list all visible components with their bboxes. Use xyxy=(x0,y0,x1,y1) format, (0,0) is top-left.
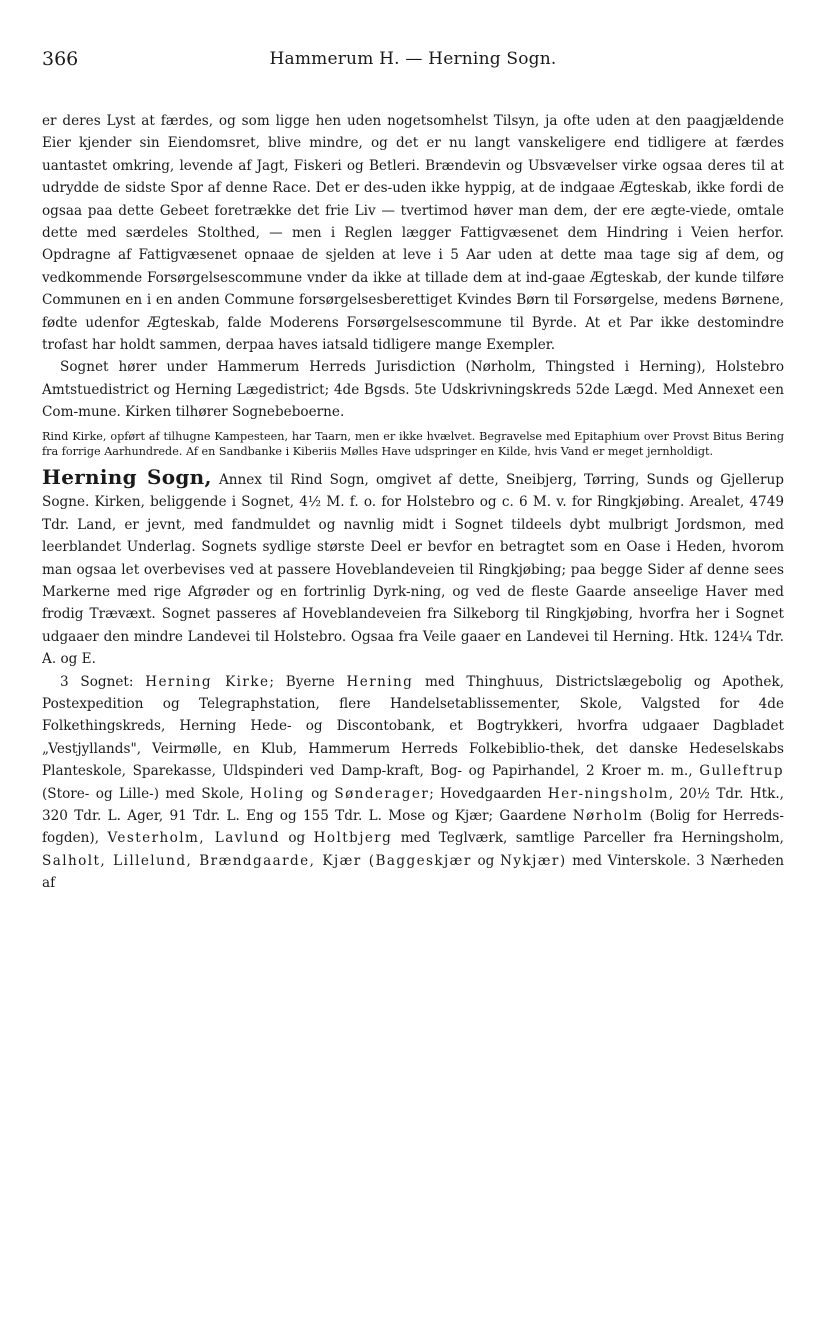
paragraph-settlements xyxy=(42,671,784,895)
place-name: Gulleftrup xyxy=(699,763,784,780)
text-segment: ; Hovedgaarden xyxy=(429,785,548,802)
page-number: 366 xyxy=(42,48,79,70)
text-segment: og xyxy=(304,785,335,802)
text-segment: med Teglværk, samtlige Parceller fra Herningsholm, xyxy=(392,830,784,847)
place-name: Salholt, Lillelund, Brændgaarde, Kjær (Baggeskjær xyxy=(42,852,472,869)
text-segment: , 20½ Tdr. Htk., 320 Tdr. L. Ager, 91 Tdr. L. Eng og 155 Tdr. L. Mose og Kjær; Gaardene xyxy=(42,785,784,824)
text-segment: og xyxy=(279,830,314,847)
text-segment: og xyxy=(471,852,501,869)
place-name: Herning xyxy=(346,673,414,690)
paragraph-gypsies-conclusion: er deres Lyst at færdes, og som ligge hen uden nogetsomhelst Tilsyn, ja ofte uden at den paagjældende Eier kjender sin Eiendomsret, blive mindre, og det er nu langt vanskeligere end tidligere at færdes uantastet omkring, levende af Jagt, Fiskeri og Betleri. Brændevin og Ubsvævelser virke ogsaa deres til at udrydde de sidste Spor af denne Race. Det er des-uden ikke hyppig, at de indgaae Ægteskab, ikke fordi de ogsaa paa dette Gebeet foretrække det frie Liv — tvertimod høver man dem, der ere ægte-viede, omtale dette med særdeles Stolthed, — men i Reglen lægger Fattigvæsenet dem Hindring i Veien herfor. Opdragne af Fattigvæsenet opnaae de sjelden at leve i 5 Aar uden at dette maa tage sig af dem, og vedkommende Forsørgelsescommune vnder da ikke at tillade dem at ind-gaae Ægteskab, der kunde tilføre Communen en i en anden Commune forsørgelsesberettiget Kvindes Børn til Forsørgelse, medens Børnene, fødte udenfor Ægteskab, falde Moderens Forsørgelsescommune til Byrde. At et Par ikke destomindre trofast har holdt sammen, derpaa haves iatsald tidligere mange Exempler. xyxy=(42,113,784,354)
paragraph-herning-sogn xyxy=(42,466,784,671)
place-name: Nykjær) xyxy=(500,852,567,869)
place-name: Her-ningsholm xyxy=(547,785,669,802)
text-segment: med Vinterskole. 3 Nærheden af xyxy=(42,852,784,892)
book-page xyxy=(42,44,784,1294)
place-name: Sønderager xyxy=(334,785,430,802)
entry-title: Herning Sogn, xyxy=(42,464,212,489)
place-name: Herning Kirke xyxy=(145,673,270,690)
text-segment: (Bolig for Herreds-fogden), xyxy=(42,807,784,847)
running-head: Hammerum H. — Herning Sogn. xyxy=(269,49,557,69)
place-name: Holing xyxy=(250,785,305,802)
place-name: Holtbjerg xyxy=(313,830,393,847)
entry-description: Annex til Rind Sogn, omgivet af dette, Sneibjerg, Tørring, Sunds og Gjellerup Sogne. Kirken, beliggende i Sognet, 4½ M. f. o. for Holstebro og c. 6 M. v. for Ringkjøbing. Arealet, 4749 Tdr. Land, er jevnt, med fandmuldet og navnlig midt i Sognet tildeels dybt mulbrigt Jordsmon, med leerblandet Underlag. Sognets sydlige største Deel er bevfor en betragtet som en Oase i Heden, hvorom man ogsaa let overbevises ved at passere Hoveblandeveien til Ringkjøbing; paa begge Sider af denne sees Markerne med rige Afgrøder og en fortrinlig Dyrk-ning, og ved de fleste Gaarde anseelige Haver med frodig Trævæxt. Sognet passeres af Hoveblandeveien fra Silkeborg til Ringkjøbing, hvorfra her i Sognet udgaaer den mindre Landevei til Holstebro. Ogsaa fra Veile gaaer en Landevei til Herning. Htk. 124¼ Tdr. A. og E. xyxy=(42,471,784,668)
text-segment: med Thinghuus, Districtslægebolig og Apothek, Postexpedition og Telegraphstation, flere Handelsetablissementer, Skole, Valgsted for 4de Folkethingskreds, Herning Hede- og Discontobank, et Bogtrykkeri, hvorfra udgaaer Dagbladet „Vestjyllands", Veirmølle, en Klub, Hammerum Herreds Folkebiblio-thek, det danske Hedeselskabs Planteskole, Sparekasse, Uldspinderi ved Damp-kraft, Bog- og Papirhandel, 2 Kroer m. m., xyxy=(42,673,784,780)
text-segment: 3 Sognet: xyxy=(60,673,146,690)
text-segment: (Store- og Lille-) med Skole, xyxy=(42,785,251,802)
footnote-rind-church: Rind Kirke, opført af tilhugne Kampesteen, har Taarn, men er ikke hvælvet. Begravelse med Epitaphium over Provst Bitus Bering fra forrige Aarhundrede. Af en Sandbanke i Kiberiis Mølles Have udspringer en Kilde, hvis Vand er meget jernholdigt. xyxy=(42,429,784,459)
place-name: Nørholm xyxy=(572,807,644,824)
page-header xyxy=(42,44,784,74)
place-name: Vesterholm, Lavlund xyxy=(107,830,280,847)
paragraph-jurisdiction: Sognet hører under Hammerum Herreds Jurisdiction (Nørholm, Thingsted i Herning), Holstebro Amtstuedistrict og Herning Lægedistrict; 4de Bgsds. 5te Udskrivningskreds 52de Lægd. Med Annexet een Com-mune. Kirken tilhører Sognebeboerne. xyxy=(42,359,784,421)
text-segment: ; Byerne xyxy=(269,673,347,690)
